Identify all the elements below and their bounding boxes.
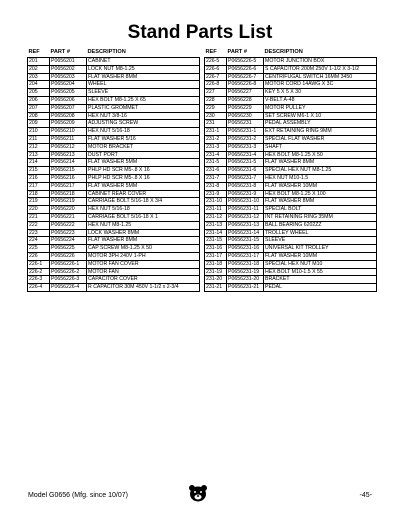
cell-ref: 205 xyxy=(28,89,50,97)
cell-part-number: P0656216 xyxy=(50,174,87,182)
cell-ref: 231-18 xyxy=(205,260,227,268)
parts-table-right xyxy=(204,48,377,292)
cell-description: FLAT WASHER 5MM xyxy=(87,159,200,167)
cell-description: HEX NUT 5/16-18 xyxy=(87,206,200,214)
cell-part-number: P0656231-3 xyxy=(227,143,264,151)
table-row xyxy=(205,96,377,104)
cell-part-number: P0656226-6 xyxy=(227,65,264,73)
table-row xyxy=(205,65,377,73)
cell-part-number: P0656218 xyxy=(50,190,87,198)
cell-ref: 231-6 xyxy=(205,167,227,175)
table-row xyxy=(205,81,377,89)
cell-ref: 218 xyxy=(28,190,50,198)
cell-part-number: P0656231-20 xyxy=(227,276,264,284)
cell-part-number: P0656231-19 xyxy=(227,268,264,276)
table-row xyxy=(205,252,377,260)
cell-ref: 222 xyxy=(28,221,50,229)
cell-description: CARRIAGE BOLT 5/16-18 X 1 xyxy=(87,213,200,221)
cell-description: LOCK NUT M8-1.25 xyxy=(87,65,200,73)
header-ref: REF xyxy=(28,49,40,55)
cell-description: DUST PORT xyxy=(87,151,200,159)
cell-ref: 226-3 xyxy=(28,276,50,284)
cell-part-number: P0656231-21 xyxy=(227,284,264,292)
cell-part-number: P0656225 xyxy=(50,245,87,253)
table-row xyxy=(28,268,200,276)
cell-ref: 231-14 xyxy=(205,229,227,237)
cell-ref: 210 xyxy=(28,128,50,136)
cell-ref: 209 xyxy=(28,120,50,128)
cell-description: LOCK WASHER 8MM xyxy=(87,229,200,237)
cell-part-number: P0656213 xyxy=(50,151,87,159)
cell-part-number: P0656206 xyxy=(50,96,87,104)
table-row xyxy=(28,206,200,214)
cell-ref: 230 xyxy=(205,112,227,120)
cell-part-number: P0656202 xyxy=(50,65,87,73)
cell-description: BRACKET xyxy=(264,276,377,284)
cell-part-number: P0656231-14 xyxy=(227,229,264,237)
cell-ref: 231-21 xyxy=(205,284,227,292)
cell-description: PLASTIC GROMMET xyxy=(87,104,200,112)
cell-description: CAP SCREW M8-1.25 X 50 xyxy=(87,245,200,253)
cell-part-number: P0656223 xyxy=(50,229,87,237)
table-row xyxy=(205,73,377,81)
cell-description: FLAT WASHER 8MM xyxy=(264,159,377,167)
table-row xyxy=(205,198,377,206)
table-row xyxy=(28,120,200,128)
cell-part-number: P0656226-5 xyxy=(227,58,264,66)
table-row xyxy=(28,112,200,120)
cell-description: MOTOR JUNCTION BOX xyxy=(264,58,377,66)
table-row xyxy=(28,104,200,112)
table-row xyxy=(205,159,377,167)
table-row xyxy=(205,151,377,159)
table-row xyxy=(205,190,377,198)
cell-part-number: P0656201 xyxy=(50,58,87,66)
cell-part-number: P0656231-8 xyxy=(227,182,264,190)
table-row xyxy=(28,73,200,81)
cell-part-number: P0656211 xyxy=(50,135,87,143)
table-row xyxy=(205,167,377,175)
cell-part-number: P0656224 xyxy=(50,237,87,245)
cell-description: HEX BOLT M8-1.25 X 100 xyxy=(264,190,377,198)
table-row xyxy=(28,213,200,221)
cell-description: V-BELT A-48 xyxy=(264,96,377,104)
cell-description: MOTOR PULLEY xyxy=(264,104,377,112)
header-description: DESCRIPTION xyxy=(264,49,303,55)
table-row xyxy=(28,96,200,104)
cell-part-number: P0656214 xyxy=(50,159,87,167)
cell-ref: 231-8 xyxy=(205,182,227,190)
cell-description: R CAPACITOR 30M 450V 1-1/2 x 2-3/4 xyxy=(87,284,200,292)
cell-part-number: P0656210 xyxy=(50,128,87,136)
table-row xyxy=(205,120,377,128)
cell-ref: 231-17 xyxy=(205,252,227,260)
cell-description: HEX NUT M10-1.5 xyxy=(264,174,377,182)
cell-part-number: P0656222 xyxy=(50,221,87,229)
cell-part-number: P0656231-12 xyxy=(227,213,264,221)
cell-part-number: P0656231 xyxy=(227,120,264,128)
cell-ref: 226-4 xyxy=(28,284,50,292)
cell-part-number: P0656221 xyxy=(50,213,87,221)
cell-description: HEX BOLT M10-1.5 X 55 xyxy=(264,268,377,276)
cell-ref: 231-15 xyxy=(205,237,227,245)
table-row xyxy=(205,221,377,229)
cell-part-number: P0656231-7 xyxy=(227,174,264,182)
cell-part-number: P0656231-18 xyxy=(227,260,264,268)
header-ref: REF xyxy=(205,49,217,55)
cell-ref: 231 xyxy=(205,120,227,128)
table-row xyxy=(28,135,200,143)
cell-part-number: P0656226-2 xyxy=(50,268,87,276)
cell-part-number: P0656204 xyxy=(50,81,87,89)
cell-ref: 221 xyxy=(28,213,50,221)
cell-description: HEX NUT 5/16-18 xyxy=(87,128,200,136)
cell-description: MOTOR CORD 14AWG X 3C xyxy=(264,81,377,89)
cell-ref: 231-16 xyxy=(205,245,227,253)
cell-description: INT RETAINING RING 35MM xyxy=(264,213,377,221)
cell-ref: 231-19 xyxy=(205,268,227,276)
table-row xyxy=(28,143,200,151)
cell-ref: 224 xyxy=(28,237,50,245)
cell-description: SLEEVE xyxy=(264,237,377,245)
cell-description: UNIVERSAL KIT TROLLEY xyxy=(264,245,377,253)
table-row xyxy=(205,245,377,253)
cell-ref: 231-11 xyxy=(205,206,227,214)
cell-part-number: P0656209 xyxy=(50,120,87,128)
cell-ref: 217 xyxy=(28,182,50,190)
cell-part-number: P0656215 xyxy=(50,167,87,175)
table-row xyxy=(28,89,200,97)
cell-ref: 212 xyxy=(28,143,50,151)
cell-description: KEY 5 X 5 X 30 xyxy=(264,89,377,97)
table-row xyxy=(28,190,200,198)
cell-description: CAPACITOR COVER xyxy=(87,276,200,284)
cell-description: MOTOR 3PH 240V 1-PH xyxy=(87,252,200,260)
page-title: Stand Parts List xyxy=(127,22,273,43)
cell-ref: 226-8 xyxy=(205,81,227,89)
table-row xyxy=(28,252,200,260)
table-row xyxy=(205,89,377,97)
cell-part-number: P0656231-4 xyxy=(227,151,264,159)
cell-ref: 231-7 xyxy=(205,174,227,182)
cell-ref: 211 xyxy=(28,135,50,143)
cell-description: SLEEVE xyxy=(87,89,200,97)
table-row xyxy=(28,245,200,253)
cell-description: CARRIAGE BOLT 5/16-18 X 3/4 xyxy=(87,198,200,206)
cell-description: SPECIAL HEX NUT M8-1.25 xyxy=(264,167,377,175)
cell-description: PEDAL xyxy=(264,284,377,292)
table-row xyxy=(28,174,200,182)
cell-ref: 208 xyxy=(28,112,50,120)
cell-ref: 214 xyxy=(28,159,50,167)
cell-part-number: P0656231-15 xyxy=(227,237,264,245)
cell-part-number: P0656231-10 xyxy=(227,198,264,206)
cell-ref: 204 xyxy=(28,81,50,89)
table-row xyxy=(205,112,377,120)
table-row xyxy=(28,65,200,73)
cell-part-number: P0656231-17 xyxy=(227,252,264,260)
cell-description: TROLLEY WHEEL xyxy=(264,229,377,237)
table-row xyxy=(205,260,377,268)
parts-tables xyxy=(27,48,375,292)
cell-part-number: P0656228 xyxy=(227,96,264,104)
table-row xyxy=(205,58,377,66)
cell-part-number: P0656203 xyxy=(50,73,87,81)
table-row xyxy=(205,182,377,190)
header-part: PART # xyxy=(227,49,247,55)
cell-description: FLAT WASHER 8MM xyxy=(87,237,200,245)
cell-description: HEX NUT M8-1.25 xyxy=(87,221,200,229)
table-row xyxy=(205,128,377,136)
cell-ref: 225 xyxy=(28,245,50,253)
table-row xyxy=(205,104,377,112)
table-row xyxy=(28,260,200,268)
table-row xyxy=(205,284,377,292)
table-row xyxy=(28,229,200,237)
table-row xyxy=(205,237,377,245)
model-footer: Model G0656 (Mfg. since 10/07) xyxy=(28,492,128,499)
cell-ref: 228 xyxy=(205,96,227,104)
table-row xyxy=(28,151,200,159)
table-row xyxy=(28,198,200,206)
cell-description: PHLP HD SCR M5-.8 X 16 xyxy=(87,167,200,175)
page-number: -45- xyxy=(359,492,372,499)
cell-description: HEX BOLT M8-1.25 X 50 xyxy=(264,151,377,159)
cell-description: SET SCREW M6-1 X 10 xyxy=(264,112,377,120)
table-row xyxy=(28,58,200,66)
cell-description: SPECIAL HEX NUT M10 xyxy=(264,260,377,268)
table-row xyxy=(205,276,377,284)
cell-ref: 207 xyxy=(28,104,50,112)
cell-part-number: P0656226-8 xyxy=(227,81,264,89)
table-row xyxy=(28,221,200,229)
cell-part-number: P0656231-2 xyxy=(227,135,264,143)
cell-part-number: P0656231-1 xyxy=(227,128,264,136)
table-row xyxy=(205,229,377,237)
cell-description: FLAT WASHER 8MM xyxy=(87,73,200,81)
cell-part-number: P0656220 xyxy=(50,206,87,214)
cell-ref: 226-6 xyxy=(205,65,227,73)
cell-part-number: P0656231-11 xyxy=(227,206,264,214)
table-row xyxy=(28,81,200,89)
table-row xyxy=(28,182,200,190)
cell-part-number: P0656226-3 xyxy=(50,276,87,284)
cell-ref: 206 xyxy=(28,96,50,104)
parts-table-left xyxy=(27,48,200,292)
cell-ref: 219 xyxy=(28,198,50,206)
cell-ref: 203 xyxy=(28,73,50,81)
cell-description: PHLP HD SCR M5-.8 X 16 xyxy=(87,174,200,182)
table-row xyxy=(28,128,200,136)
table-header-row xyxy=(28,48,200,58)
table-header-row xyxy=(205,48,377,58)
cell-description: WHEEL xyxy=(87,81,200,89)
cell-description: FLAT WASHER 10MM xyxy=(264,252,377,260)
cell-part-number: P0656231-6 xyxy=(227,167,264,175)
cell-part-number: P0656208 xyxy=(50,112,87,120)
cell-description: FLAT WASHER 10MM xyxy=(264,182,377,190)
cell-part-number: P0656212 xyxy=(50,143,87,151)
cell-ref: 229 xyxy=(205,104,227,112)
cell-part-number: P0656226-1 xyxy=(50,260,87,268)
cell-description: FLAT WASHER 5MM xyxy=(87,182,200,190)
cell-part-number: P0656207 xyxy=(50,104,87,112)
cell-part-number: P0656231-9 xyxy=(227,190,264,198)
cell-description: CABINET REAR COVER xyxy=(87,190,200,198)
cell-description: FLAT WASHER 5/16 xyxy=(87,135,200,143)
table-row xyxy=(205,268,377,276)
table-row xyxy=(205,174,377,182)
cell-part-number: P0656231-13 xyxy=(227,221,264,229)
cell-ref: 231-5 xyxy=(205,159,227,167)
cell-ref: 213 xyxy=(28,151,50,159)
cell-ref: 231-4 xyxy=(205,151,227,159)
table-row xyxy=(205,213,377,221)
bear-logo-icon xyxy=(188,484,208,502)
cell-ref: 226-1 xyxy=(28,260,50,268)
cell-part-number: P0656229 xyxy=(227,104,264,112)
cell-part-number: P0656205 xyxy=(50,89,87,97)
cell-part-number: P0656227 xyxy=(227,89,264,97)
cell-ref: 231-1 xyxy=(205,128,227,136)
header-description: DESCRIPTION xyxy=(87,49,126,55)
cell-description: HEX BOLT M8-1.25 X 65 xyxy=(87,96,200,104)
cell-ref: 201 xyxy=(28,58,50,66)
cell-description: CABINET xyxy=(87,58,200,66)
cell-ref: 226-7 xyxy=(205,73,227,81)
table-row xyxy=(28,159,200,167)
cell-ref: 226-5 xyxy=(205,58,227,66)
cell-description: SPECIAL BOLT xyxy=(264,206,377,214)
cell-description: CENTRIFUGAL SWITCH 16MM 3450 xyxy=(264,73,377,81)
cell-part-number: P0656231-16 xyxy=(227,245,264,253)
cell-ref: 231-12 xyxy=(205,213,227,221)
cell-ref: 231-10 xyxy=(205,198,227,206)
cell-part-number: P0656231-5 xyxy=(227,159,264,167)
cell-part-number: P0656226-4 xyxy=(50,284,87,292)
table-row xyxy=(205,206,377,214)
cell-ref: 227 xyxy=(205,89,227,97)
table-row xyxy=(28,276,200,284)
cell-part-number: P0656219 xyxy=(50,198,87,206)
cell-part-number: P0656217 xyxy=(50,182,87,190)
cell-part-number: P0656226 xyxy=(50,252,87,260)
cell-description: HEX NUT 3/8-16 xyxy=(87,112,200,120)
cell-ref: 231-9 xyxy=(205,190,227,198)
cell-description: SHAFT xyxy=(264,143,377,151)
cell-description: PEDAL ASSEMBLY xyxy=(264,120,377,128)
cell-description: ADJUSTING SCREW xyxy=(87,120,200,128)
cell-description: BALL BEARING 6202ZZ xyxy=(264,221,377,229)
cell-part-number: P0656230 xyxy=(227,112,264,120)
cell-description: MOTOR FAN xyxy=(87,268,200,276)
cell-description: MOTOR FAN COVER xyxy=(87,260,200,268)
cell-description: S CAPACITOR 200M 250V 1-1/2 X 3-1/2 xyxy=(264,65,377,73)
cell-description: SPECIAL FLAT WASHER xyxy=(264,135,377,143)
cell-ref: 223 xyxy=(28,229,50,237)
cell-ref: 202 xyxy=(28,65,50,73)
cell-description: EXT RETAINING RING 9MM xyxy=(264,128,377,136)
table-row xyxy=(205,135,377,143)
cell-ref: 220 xyxy=(28,206,50,214)
cell-ref: 226-2 xyxy=(28,268,50,276)
table-row xyxy=(28,237,200,245)
table-row xyxy=(205,143,377,151)
cell-ref: 231-2 xyxy=(205,135,227,143)
cell-ref: 231-20 xyxy=(205,276,227,284)
header-part: PART # xyxy=(50,49,70,55)
cell-ref: 216 xyxy=(28,174,50,182)
cell-ref: 231-3 xyxy=(205,143,227,151)
cell-ref: 226 xyxy=(28,252,50,260)
cell-description: MOTOR BRACKET xyxy=(87,143,200,151)
cell-ref: 231-13 xyxy=(205,221,227,229)
cell-part-number: P0656226-7 xyxy=(227,73,264,81)
cell-ref: 215 xyxy=(28,167,50,175)
cell-description: FLAT WASHER 8MM xyxy=(264,198,377,206)
table-row xyxy=(28,284,200,292)
table-row xyxy=(28,167,200,175)
